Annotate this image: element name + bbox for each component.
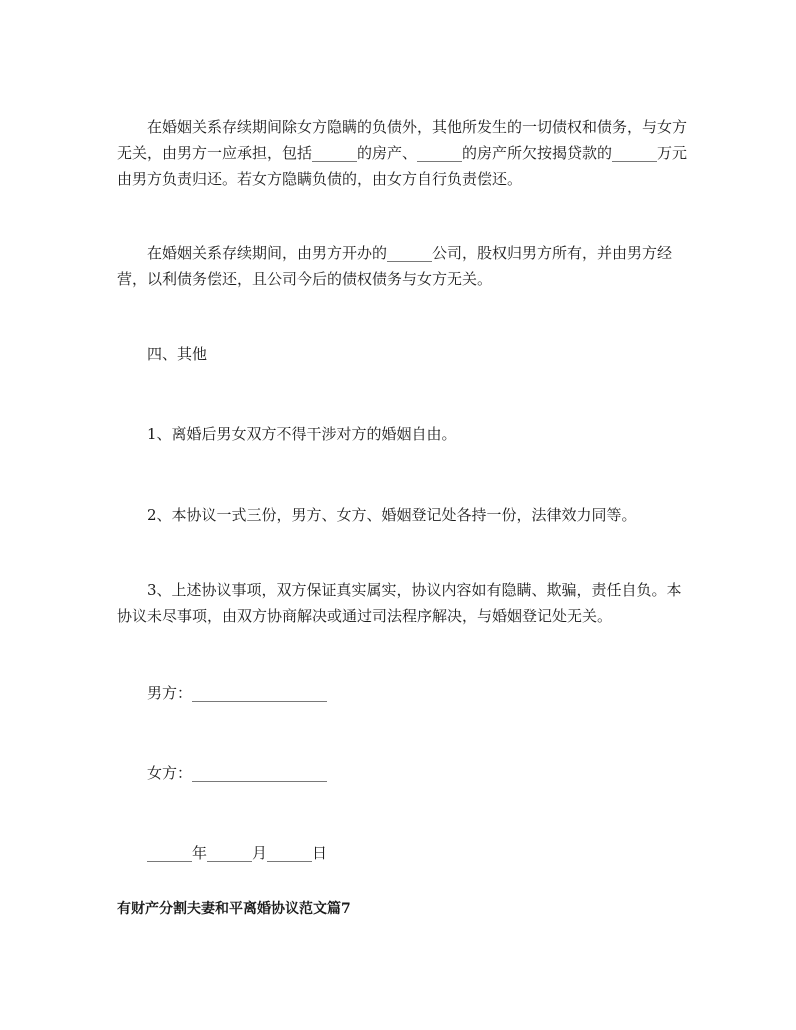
next-article-heading: 有财产分割夫妻和平离婚协议范文篇7 <box>117 901 351 917</box>
signature-male: 男方：__________________ <box>147 684 328 702</box>
paragraph-company: 在婚姻关系存续期间，由男方开办的______公司，股权归男方所有，并由男方经营，以利债务偿还，且公司今后的债权债务与女方无关。 <box>117 244 673 288</box>
date-line: ______年______月______日 <box>147 844 328 862</box>
clause-item-3: 3、上述协议事项，双方保证真实属实，协议内容如有隐瞒、欺骗，责任自负。本协议未尽事项，由双方协商解决或通过司法程序解决，与婚姻登记处无关。 <box>117 581 682 625</box>
signature-female: 女方：__________________ <box>147 764 328 782</box>
paragraph-debts: 在婚姻关系存续期间除女方隐瞒的负债外，其他所发生的一切债权和债务，与女方无关，由男方一应承担，包括______的房产、______的房产所欠按揭贷款的______万元由男方负责归还。若女方隐瞒负债的，由女方自行负责偿还。 <box>117 118 688 188</box>
clause-item-1: 1、离婚后男女双方不得干涉对方的婚姻自由。 <box>147 425 457 443</box>
clause-item-2: 2、本协议一式三份，男方、女方、婚姻登记处各持一份，法律效力同等。 <box>147 506 637 524</box>
section-heading-other: 四、其他 <box>147 345 208 363</box>
